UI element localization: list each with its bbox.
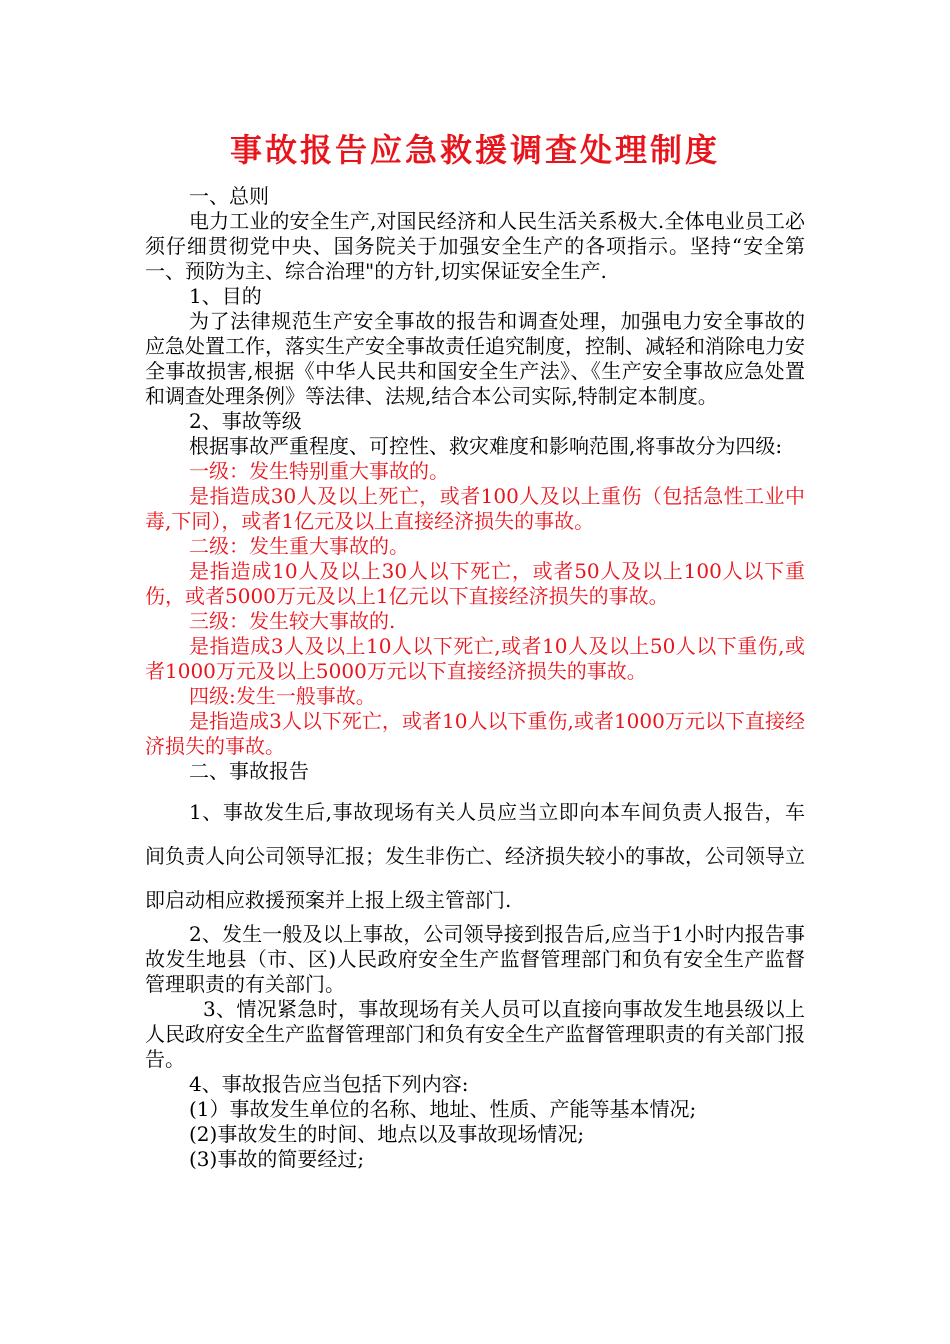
report-content-1: (1）事故发生单位的名称、地址、性质、产能等基本情况; (189, 1097, 697, 1121)
report-item-1: 1、事故发生后,事故现场有关人员应当立即向本车间负责人报告，车间负责人向公司领导汇报；发生非伤亡、经济损失较小的事故，公司领导立即启动相应救援预案并上报上级主管部门. (145, 800, 805, 912)
subheading-purpose: 1、目的 (189, 284, 262, 308)
paragraph-general: 电力工业的安全生产,对国民经济和人民生活关系极大.全体电业员工必须仔细贯彻党中央、国务院关于加强安全生产的各项指示。坚持“安全第一、预防为主、综合治理"的方针,切实保证安全生产. (145, 209, 805, 283)
level-2-desc: 是指造成10人及以上30人以下死亡，或者50人及以上100人以下重伤，或者5000万元及以上1亿元以下直接经济损失的事故。 (145, 559, 805, 608)
level-3-desc: 是指造成3人及以上10人以下死亡,或者10人及以上50人以下重伤,或者1000万元及以上5000万元以下直接经济损失的事故。 (145, 634, 805, 683)
level-3-heading: 三级：发生较大事故的. (189, 609, 396, 633)
section-heading-general: 一、总则 (189, 184, 269, 208)
subheading-levels: 2、事故等级 (189, 409, 302, 433)
document-title: 事故报告应急救援调查处理制度 (229, 131, 720, 169)
report-item-2: 2、发生一般及以上事故，公司领导接到报告后,应当于1小时内报告事故发生地县（市、区)人民政府安全生产监督管理部门和负有安全生产监督管理职责的有关部门。 (145, 922, 805, 996)
level-1-desc: 是指造成30人及以上死亡，或者100人及以上重伤（包括急性工业中毒,下同），或者1亿元及以上直接经济损失的事故。 (145, 484, 805, 533)
report-content-3: (3)事故的简要经过; (189, 1147, 365, 1171)
section-heading-report: 二、事故报告 (189, 759, 309, 783)
level-4-desc: 是指造成3人以下死亡，或者10人以下重伤,或者1000万元以下直接经济损失的事故。 (145, 709, 805, 758)
level-4-heading: 四级:发生一般事故。 (189, 684, 376, 708)
level-2-heading: 二级：发生重大事故的。 (189, 534, 409, 558)
report-item-4: 4、事故报告应当包括下列内容: (189, 1072, 469, 1096)
paragraph-purpose: 为了法律规范生产安全事故的报告和调查处理，加强电力安全事故的应急处置工作，落实生产安全事故责任追究制度，控制、减轻和消除电力安全事故损害,根据《中华人民共和国安全生产法》、《生产安全事故应急处置和调查处理条例》等法律、法规,结合本公司实际,特制定本制度。 (145, 309, 805, 408)
report-content-2: (2)事故发生的时间、地点以及事故现场情况; (189, 1122, 585, 1146)
document-body (145, 184, 805, 1172)
level-1-heading: 一级：发生特别重大事故的。 (189, 459, 449, 483)
paragraph-levels: 根据事故严重程度、可控性、救灾难度和影响范围,将事故分为四级: (189, 434, 783, 458)
report-item-3: 3、情况紧急时，事故现场有关人员可以直接向事故发生地县级以上人民政府安全生产监督管理部门和负有安全生产监督管理职责的有关部门报告。 (145, 997, 805, 1071)
